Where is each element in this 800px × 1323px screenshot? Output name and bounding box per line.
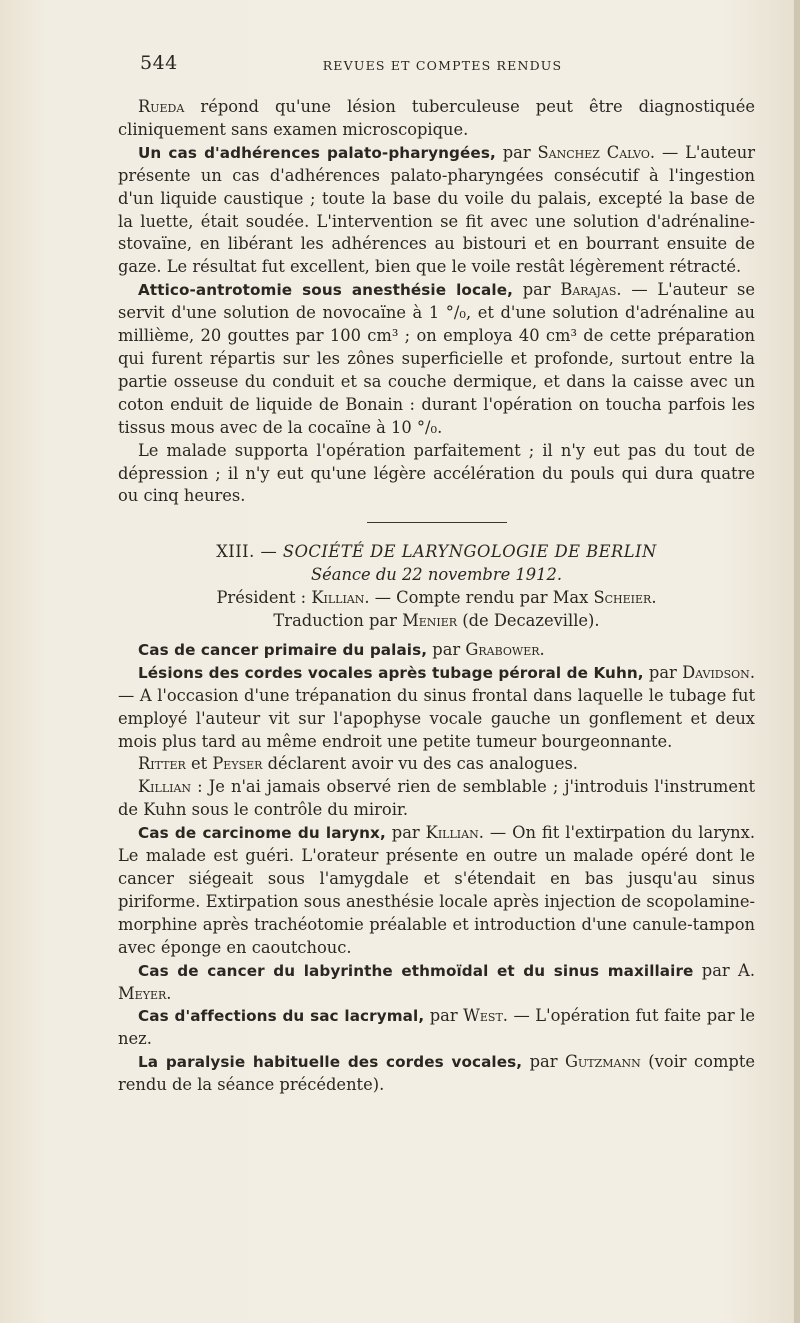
author-name: Barajas [560,280,617,300]
par-word: par [643,662,683,682]
par-word: par A. [693,960,755,980]
session-date: Séance du 22 novembre 1912. [310,565,563,585]
author-name: Davidson [682,662,750,682]
section-title [118,541,755,564]
par-word: par [512,280,561,300]
paragraph-text: . — A l'occasion d'une trépanation du sinus frontal dans laquelle le tubage fut employé l'auteur vit sur l'apophyse vocale gauche un gonflement et deux mois plus tard au même endroit une petite tumeur bourgeonnante. [118,662,755,751]
article-body [118,96,755,1097]
paragraph-text: (voir compte rendu de la séance précédente). [118,1052,756,1095]
entry-title: Attico-antrotomie sous anesthésie locale, [138,281,513,300]
item-ritter-peyser [118,753,755,776]
society-name: SOCIÉTÉ DE LARYNGOLOGIE DE BERLIN [282,542,657,562]
paragraph-text: déclarent avoir vu des cas analogues. [262,754,578,774]
item-carcinome-larynx [118,822,755,959]
translator-origin: (de Decazeville). [457,611,600,631]
president-name: Killian [311,588,365,608]
author-name: Sanchez Calvo [537,142,650,162]
item-cancer-labyrinthe [118,960,755,1006]
entry-title: Cas de cancer du labyrinthe ethmoïdal et du sinus maxillaire [138,961,694,980]
par-word: par [495,142,538,162]
paragraph-text: . — L'auteur présente un cas d'adhérences palato-pharyngées consécutif à l'ingestion d'un liquide caustique ; toute la base du voile du palais, excepté la base de la luette, était soudée. L'intervention se fit avec une solution d'adrénaline-stovaïne, en libérant les adhérences au bistouri et en bourrant ensuite de gaze. Le résultat fut excellent, bien que le voile restât légèrement rétracté. [118,142,756,277]
punctuation: . [651,588,657,608]
par-word: par [522,1052,566,1072]
paragraph-outcome: Le malade supporta l'opération parfaitement ; il n'y eut pas du tout de dépression ; il n'y eut qu'une légère accélération du pouls qui dura quatre ou cinq heures. [118,440,755,506]
author-name: Rueda [138,97,185,116]
translation-label: Traduction par [273,611,403,631]
author-name: Meyer [118,983,167,1003]
page-header [140,52,745,78]
translator-name: Menier [402,611,458,631]
paragraph-text: . — L'opération fut faite par le nez. [118,1006,755,1049]
item-cancer-palais [118,639,755,662]
item-lesions-cordes [118,662,755,754]
entry-title: Lésions des cordes vocales après tubage péroral de Kuhn, [138,663,644,682]
paragraph-text: . — L'auteur se servit d'une solution de novocaïne à 1 °/₀, et d'une solution d'adrénaline au millième, 20 gouttes par 100 cm³ ; on employa 40 cm³ de cette préparation qui furent répartis sur les zônes superficielle et profonde, surtout entre la partie osseuse du conduit et sa couche dermique, et dans la caisse avec un coton enduit de liquide de Bonain : durant l'opération on toucha parfois les tissus mous avec de la cocaïne à 10 °/₀. [118,280,756,437]
paragraph-text: : Je n'ai jamais observé rien de semblable ; j'introduis l'instrument de Kuhn sous le contrôle du miroir. [118,777,755,820]
report-label: . — Compte rendu par Max [364,588,594,608]
paragraph-text: répond qu'une lésion tuberculeuse peut être diagnostiquée cliniquement sans examen microscopique. [118,97,755,139]
paragraph-text: . [166,983,172,1003]
paragraph-rueda [118,96,755,142]
entry-title: Cas de cancer primaire du palais, [138,640,428,659]
paragraph-text: . — On fit l'extirpation du larynx. Le malade est guéri. L'orateur présente en outre un malade opéré dont le cancer siégeait sous l'amygdale et s'étendait en bas jusqu'au sinus piriforme. Extirpation sous anesthésie locale après injection de scopolamine-morphine après trachéotomie préalable et introduction d'une canule-tampon avec éponge en caoutchouc. [118,823,756,957]
section-divider [367,522,507,523]
item-killian-reply [118,776,755,822]
president-label: Président : [216,588,312,608]
and-word: et [185,754,213,774]
item-sac-lacrymal [118,1005,755,1051]
author-name: Gutzmann [565,1052,641,1072]
reporter-name: Scheier [593,588,652,608]
paragraph-text: . [539,639,545,659]
entry-title: Cas d'affections du sac lacrymal, [138,1007,425,1026]
paragraph-attico-antrotomie [118,279,755,439]
par-word: par [427,639,466,659]
author-name: Ritter [138,754,186,774]
author-name: Killian [425,823,479,843]
paragraph-adherences [118,142,755,279]
entry-title: Cas de carcinome du larynx, [138,824,386,843]
page-edge [794,0,800,1323]
page-number: 544 [140,52,178,74]
author-name: Peyser [212,754,263,774]
author-name: Grabower [465,639,540,659]
section-number: XIII. — [216,542,283,562]
president-line [118,587,755,610]
par-word: par [385,823,426,843]
author-name: West [463,1006,503,1026]
entry-title: Un cas d'adhérences palato-pharyngées, [138,143,496,162]
entry-title: La paralysie habituelle des cordes vocales, [138,1053,523,1072]
author-name: Killian [138,777,192,797]
translation-line [118,610,755,633]
item-paralysie-cordes [118,1051,755,1097]
par-word: par [424,1006,464,1026]
running-head: REVUES ET COMPTES RENDUS [322,58,563,73]
